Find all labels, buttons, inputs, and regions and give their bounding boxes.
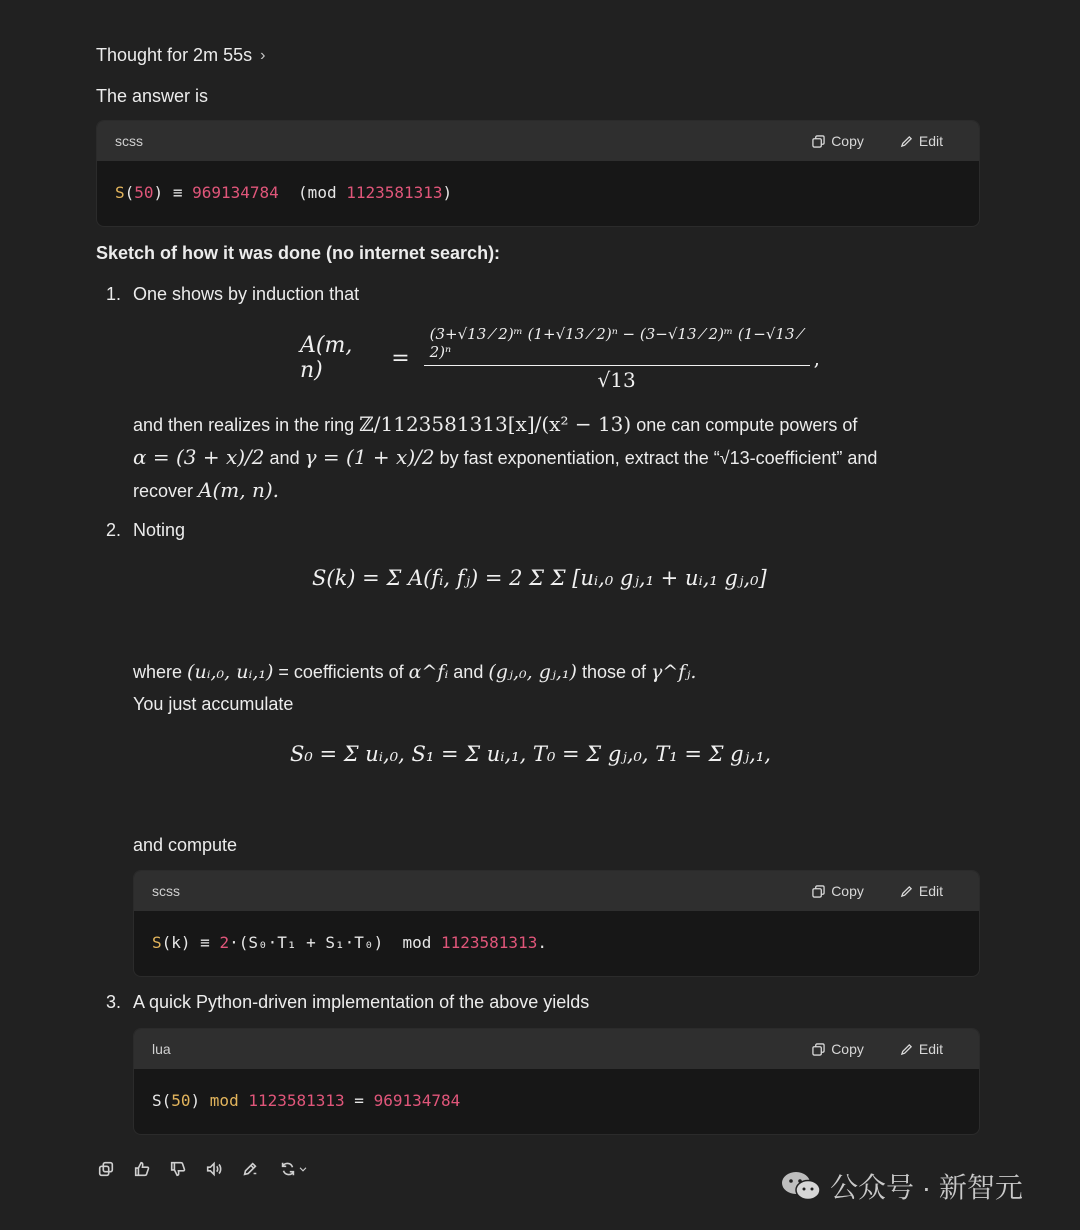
eq1-fraction xyxy=(424,325,810,392)
edit-label: Edit xyxy=(918,883,943,899)
code-header xyxy=(134,871,979,911)
compute-text: and compute xyxy=(133,835,238,855)
copy-message-button[interactable] xyxy=(96,1158,116,1180)
pencil-icon xyxy=(900,1043,913,1056)
code-token: 969134784 xyxy=(373,1090,461,1110)
copy-button[interactable] xyxy=(812,1041,864,1057)
edit-label: Edit xyxy=(918,133,943,149)
paragraph-ring: and then realizes in the ring ℤ/1123581313[x]/(x² − 13) one can compute powers of α = (3 + x)/2 and γ = (1 + x)/2 by fast exponentiation, extract the “√13-coefficient” and recover A(m, n). xyxy=(133,412,878,502)
sketch-title: Sketch of how it was done (no internet search): xyxy=(96,243,501,263)
regenerate-button[interactable] xyxy=(276,1158,312,1180)
code-token: S xyxy=(115,182,125,202)
eq1-numerator: (3+√13 ⁄ 2)ᵐ (1+√13 ⁄ 2)ⁿ − (3−√13 ⁄ 2)ᵐ (1−√13 ⁄ 2)ⁿ xyxy=(424,325,810,366)
thought-label: Thought for 2m 55s xyxy=(96,45,253,65)
edit-canvas-icon xyxy=(241,1160,259,1178)
pencil-icon xyxy=(900,885,913,898)
wechat-logo-icon xyxy=(780,1169,822,1203)
message-actions-toolbar xyxy=(96,1158,312,1180)
thought-toggle[interactable] xyxy=(96,45,265,66)
thumbs-down-icon xyxy=(169,1160,187,1178)
copy-label: Copy xyxy=(831,883,864,899)
code-token: (k) ≡ xyxy=(161,932,220,952)
copy-button[interactable] xyxy=(812,883,864,899)
code-token: 1123581313 xyxy=(346,182,443,202)
copy-label: Copy xyxy=(831,1041,864,1057)
pencil-icon xyxy=(900,135,913,148)
code-token: mod xyxy=(209,1090,239,1110)
edit-label: Edit xyxy=(918,1041,943,1057)
regenerate-icon xyxy=(279,1160,297,1178)
code-block-1 xyxy=(96,120,980,227)
chevron-right-icon: › xyxy=(260,46,266,64)
code-content xyxy=(97,161,979,223)
eq2-text: S(k) = Σ A(fᵢ, fⱼ) = 2 Σ Σ [uᵢ,₀ gⱼ,₁ + uᵢ,₁ gⱼ,₀] xyxy=(312,566,767,590)
code-token: 1123581313 xyxy=(441,932,538,952)
intro-text: The answer is xyxy=(96,86,209,106)
code-lang: lua xyxy=(152,1041,171,1057)
code-content xyxy=(134,911,979,973)
ring-expression: ℤ/1123581313[x]/(x² − 13) xyxy=(359,412,632,436)
code-block-3 xyxy=(133,1028,980,1135)
code-block-2 xyxy=(133,870,980,977)
code-token: S( xyxy=(152,1090,172,1110)
code-token: 1123581313 xyxy=(248,1090,345,1110)
code-token: . xyxy=(537,932,547,952)
equation-sums xyxy=(290,742,771,766)
gamma-def: γ = (1 + x)/2 xyxy=(304,445,435,469)
edit-in-canvas-button[interactable] xyxy=(240,1158,260,1180)
equation-S xyxy=(312,566,767,590)
list-item-3-text: A quick Python-driven implementation of the above yields xyxy=(133,992,590,1012)
list-number-1: 1. xyxy=(106,284,122,304)
code-token: ·(S₀·T₁ + S₁·T₀) mod xyxy=(229,932,441,952)
thumbs-up-icon xyxy=(133,1160,151,1178)
code-token: ) xyxy=(442,182,453,202)
eq1-lhs: A(m, n) xyxy=(300,333,353,383)
code-lang: scss xyxy=(152,883,180,899)
edit-button[interactable] xyxy=(900,883,943,899)
thumbs-down-button[interactable] xyxy=(168,1158,188,1180)
eq1-denominator: √13 xyxy=(597,367,636,392)
code-token xyxy=(239,1091,249,1110)
code-token: 50 xyxy=(134,182,154,202)
eq3-text: S₀ = Σ uᵢ,₀, S₁ = Σ uᵢ,₁, T₀ = Σ gⱼ,₀, T₁ = Σ gⱼ,₁, xyxy=(290,742,771,766)
watermark-text: 公众号 · 新智元 xyxy=(830,1172,1023,1203)
code-lang: scss xyxy=(115,133,143,149)
code-header xyxy=(97,121,979,161)
list-item-2-text: Noting xyxy=(133,520,186,540)
code-header xyxy=(134,1029,979,1069)
code-token: = xyxy=(344,1090,374,1110)
accumulate-text: You just accumulate xyxy=(133,694,294,714)
copy-icon xyxy=(97,1160,115,1178)
alpha-def: α = (3 + x)/2 xyxy=(133,445,265,469)
code-content xyxy=(134,1069,979,1131)
copy-icon xyxy=(812,1043,825,1056)
speaker-icon xyxy=(205,1160,223,1178)
code-token: (mod xyxy=(278,182,347,202)
read-aloud-button[interactable] xyxy=(204,1158,224,1180)
copy-label: Copy xyxy=(831,133,864,149)
thumbs-up-button[interactable] xyxy=(132,1158,152,1180)
code-token: ( xyxy=(124,182,135,202)
code-token: 969134784 xyxy=(192,182,279,202)
list-number-2: 2. xyxy=(106,520,122,540)
list-number-3: 3. xyxy=(106,992,122,1012)
copy-icon xyxy=(812,885,825,898)
code-token: ) xyxy=(190,1090,210,1110)
copy-button[interactable] xyxy=(812,133,864,149)
code-token: S xyxy=(152,932,162,952)
copy-icon xyxy=(812,135,825,148)
code-token: ) ≡ xyxy=(153,182,193,202)
chevron-down-icon xyxy=(297,1163,309,1175)
edit-button[interactable] xyxy=(900,1041,943,1057)
equation-A: A(m, n) = $\frac{\text{(3+√13 ⁄ 2)ᵐ (1+√13 ⁄ 2)ⁿ − (3−√13 ⁄ 2)ᵐ (1−√13 ⁄ 2)ⁿ}}{√13}$ , xyxy=(300,324,820,392)
list-item-1-text: One shows by induction that xyxy=(133,284,360,304)
paragraph-where: where (uᵢ,₀, uᵢ,₁) = coefficients of α^fᵢ and (gⱼ,₀, gⱼ,₁) those of γ^fⱼ. You just accumulate xyxy=(133,656,953,720)
code-token: 50 xyxy=(171,1090,191,1110)
code-token: 2 xyxy=(219,932,230,952)
edit-button[interactable] xyxy=(900,133,943,149)
watermark xyxy=(780,1166,1023,1206)
amn-expression: A(m, n). xyxy=(198,478,280,502)
